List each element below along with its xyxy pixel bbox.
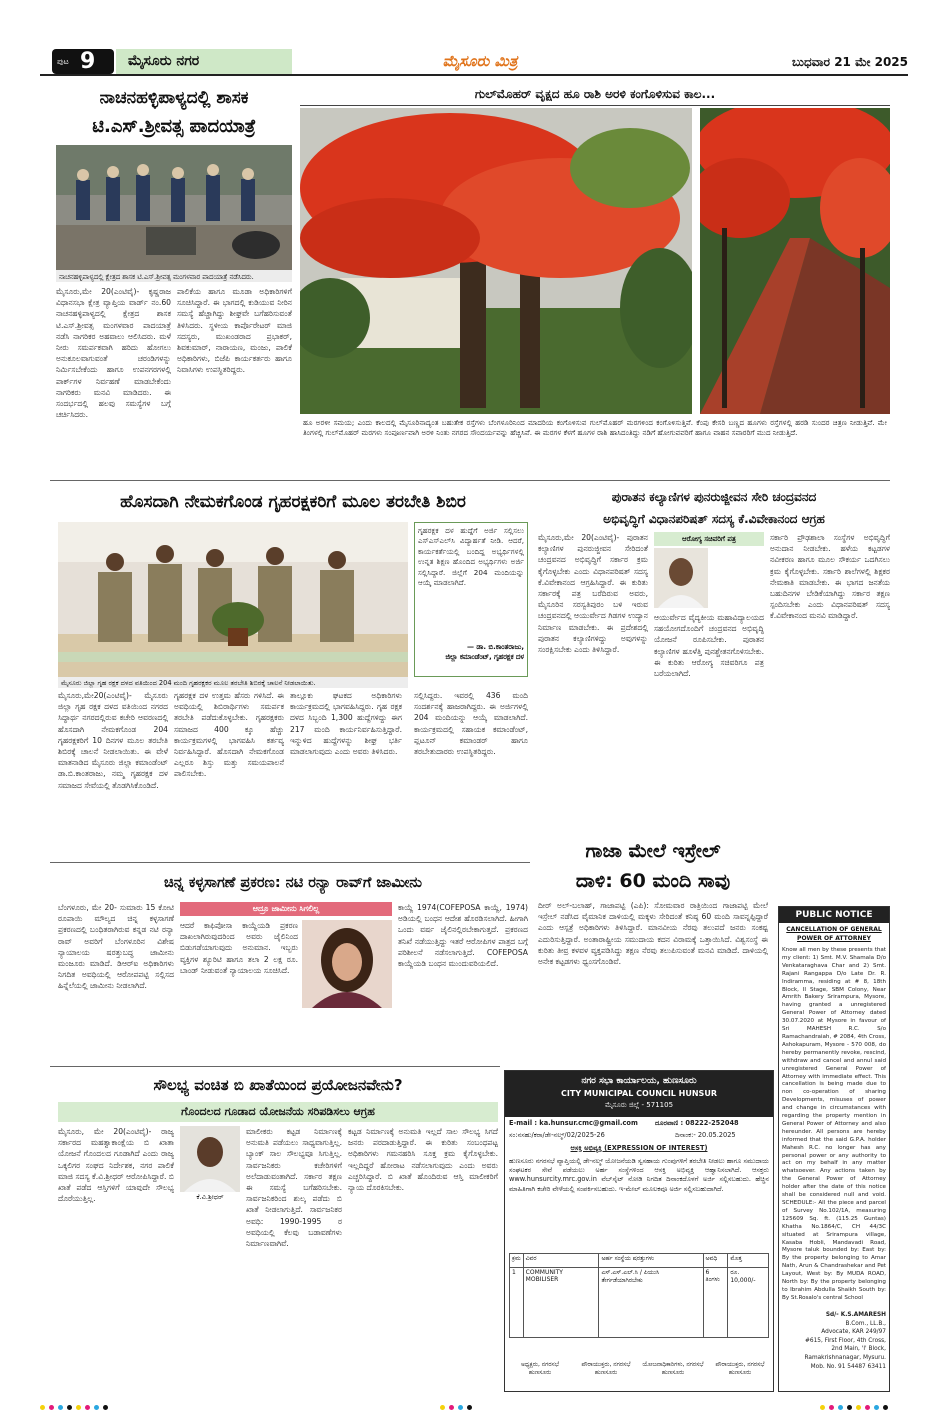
table-header-cell: ಅರ್ಹ ಸಂಸ್ಥೆಯ ಷರತ್ತುಗಳು — [599, 1254, 703, 1268]
feature-header — [300, 82, 890, 106]
ad-hunsur-header — [505, 1071, 773, 1117]
public-notice-signature — [782, 1311, 886, 1389]
story5-portrait — [302, 920, 392, 1008]
issue-date: ಬುಧವಾರ 21 ಮೇ 2025 — [792, 55, 908, 69]
public-notice-sign-address-3: Ramakrishnanagar, Mysuru. — [804, 1354, 886, 1361]
ad-hunsur-sign-4: ಪೌರಾಯುಕ್ತರು, ನಗರಸಭೆ ಹುಣಸೂರು — [715, 1361, 765, 1376]
story6-portrait-caption: ಕೆ.ವಿ.ಶ್ರೀಧರ್ — [196, 1193, 224, 1201]
public-notice-sign-mobile: Mob. No. 91 54487 63411 — [810, 1363, 886, 1370]
ad-hunsur-email: E-mail : ka.hunsur.cmc@gmail.com — [509, 1119, 638, 1127]
ad-hunsur-phone: ದೂರವಾಣಿ : 08222-252048 — [655, 1119, 739, 1127]
story2-photo-caption: ಮೈಸೂರು ಜಿಲ್ಲಾ ಗೃಹ ರಕ್ಷಕ ದಳದ ವತಿಯಿಂದ 204 ಮಂದಿ ಗೃಹರಕ್ಷಕರ ಮೂಲ ತರಬೇತಿ ಶಿಬಿರಕ್ಕೆ ಚಾಲನೆ ನೀಡಲಾಯಿತು. — [58, 677, 408, 688]
story1-photo — [56, 145, 292, 270]
story1-photo-caption: ನಾಚನಹಳ್ಳಿಪಾಳ್ಯದಲ್ಲಿ ಕ್ಷೇತ್ರದ ಶಾಸಕ ಟಿ.ಎಸ್.ಶ್ರೀವತ್ಸ ಮಂಗಳವಾರ ಪಾದಯಾತ್ರೆ ನಡೆಸಿದರು. — [56, 270, 292, 282]
table-cell: 6 ತಿಂಗಳು — [703, 1268, 728, 1338]
public-notice-sign-role: Advocate, KAR 249/97 — [821, 1329, 886, 1336]
paper-logo: ಮೈಸೂರು ಮಿತ್ರ — [442, 52, 518, 70]
story3-headline-line1: ಪುರಾತನ ಕಲ್ಯಾಣಿಗಳ ಪುನರುಜ್ಜೀವನ ಸೇರಿ ಚಂದ್ರವನದ — [611, 490, 817, 504]
story4-headline-line1: ಗಾಜಾ ಮೇಲೆ ಇಸ್ರೇಲ್ — [585, 840, 721, 862]
registration-marks-center — [440, 1405, 472, 1410]
story6-column-1: ಮೈಸೂರು, ಮೇ 20(ಎಂಟಿವೈ)- ರಾಜ್ಯ ಸರ್ಕಾರದ ಮಹತ್ವಾಕಾಂಕ್ಷೆಯ ಬಿ ಖಾತಾ ಯೋಜನೆ ಗೊಂದಲದ ಗೂಡಾಗಿದೆ ಎಂದು ರಾಜ್ಯ ಒಕ್ಕಲಿಗರ ಸಂಘದ ನಿರ್ದೇಶಕ, ನಗರ ಪಾಲಿಕೆ ಮಾಜಿ ಸದಸ್ಯ ಕೆ.ವಿ.ಶ್ರೀಧರ್ ಆರೋಪಿಸಿದ್ದಾರೆ. ಬಿ ಖಾತೆ ಪಡೆದ ಆಸ್ತಿಗಳಿಗೆ ಯಾವುದೇ ಸೌಲಭ್ಯ ದೊರೆಯುತ್ತಿಲ್ಲ. — [58, 1127, 174, 1204]
ad-hunsur-sign-2: ಪೌರಾಯುಕ್ತರು, ನಗರಸಭೆ ಹುಣಸೂರು — [581, 1361, 631, 1376]
table-header-cell: ಅವಧಿ — [703, 1254, 728, 1268]
page-label: ಪುಟ — [57, 57, 69, 66]
ad-hunsur — [504, 1070, 774, 1392]
public-notice-body: Know all men by these presents that my client: 1) Smt. M.V. Shamala D/o Venkataraghava Char and 2) Smt. Rajani Rangappa D/o Late Dr. R. Indiramma, residing at # 8, 18th Block, II Stage, SBM Colony, Near Amrith Bakery Srirampura, Mysore, having granted a unregistered General Power of Attorney dated 30.07.2020 at Mysore in favour of Sri MAHESH R.C. S/o Ramachandraiah, # 2084, 4th Cross, Ashokapuram, Mysore - 570 008, do hereby permanently revoke, rescind, withdraw and cancel and annul said unregistered General Power of Attorney with immediate effect. This cancellation is being made due to non co-operation of sharing Developments, misuses of power and change in circumstances with regarding the property mention in General Power of Attorney and also hereunder. All persons are hereby informed that the said G.P.A. holder Mahesh R.C. no longer has any personal power or any authority to act on my behalf in any matter whatsoever. Any actions taken by the General Power of Attorney holder after the date of this notice shall be considered null and void. SCHEDULE:- All the piece and parcel of Survey No.102/1A, measuring 125609 Sq. ft. (115.25 Guntas) Khatha No.1864/C, CH 44/3C situated at Srirampura village, Kasaba Hobli, Mandavadi Road, Mysore taluk bounded by: East by: By the property belonging to Amar Nath, Arun & Chandrashekar and Pet Layout, West by: By MUDA ROAD, North by: By the property belonging to Ibrahim Abdulla Shaikh South by: By St.Rosalo's central School — [782, 947, 886, 1301]
ad-hunsur-sign-3: ಯೋಜನಾಧಿಕಾರಿಗಳು, ನಗರಸಭೆ ಹುಣಸೂರು — [642, 1361, 704, 1376]
table-header-row — [510, 1254, 769, 1268]
ad-hunsur-district: ಮೈಸೂರು ಜಿಲ್ಲೆ - 571105 — [604, 1101, 674, 1109]
story6-subhead: ಗೊಂದಲದ ಗೂಡಾದ ಯೋಜನೆಯ ಸರಿಪಡಿಸಲು ಆಗ್ರಹ — [58, 1102, 498, 1122]
story5-headline: ಚಿನ್ನ ಕಳ್ಳಸಾಗಣೆ ಪ್ರಕರಣ: ನಟಿ ರನ್ಯಾ ರಾವ್‌ಗೆ ಜಾಮೀನು — [164, 875, 422, 891]
feature-headline: ಗುಲ್‌ಮೊಹರ್ ವೃಕ್ಷದ ಹೂ ರಾಶಿ ಅರಳಿ ಕಂಗೊಳಿಸುವ ಕಾಲ... — [474, 87, 716, 101]
ad-hunsur-eoi: ಆಸಕ್ತಿ ಅಭಿವ್ಯಕ್ತಿ (EXPRESSION OF INTEREST) — [570, 1144, 708, 1152]
page-number-badge — [52, 49, 114, 74]
section-name: ಮೈಸೂರು ನಗರ — [116, 49, 292, 74]
ad-hunsur-title-kn: ನಗರ ಸಭಾ ಕಾರ್ಯಾಲಯ, ಹುಣಸೂರು — [581, 1076, 697, 1086]
table-cell: ಎಸ್.ಎಸ್.ಎಲ್.ಸಿ / ಪಿಯುಸಿ ತೇರ್ಗಡೆಯಾಗಿರಬೇಕು — [599, 1268, 703, 1338]
story2-photo — [58, 522, 408, 677]
public-notice-sign-address-1: #615, First Floor, 4th Cross, — [805, 1337, 886, 1344]
public-notice-subtitle: CANCELLATION OF GENERAL POWER OF ATTORNEY — [786, 926, 882, 942]
story4-body: ದೀರ್ ಅಲ್-ಬಲಾಹ್, ಗಾಜಾಪಟ್ಟಿ (ಎಪಿ): ಸೋಮವಾರ ರಾತ್ರಿಯಿಂದ ಗಾಜಾಪಟ್ಟಿ ಮೇಲೆ ಇಸ್ರೇಲ್ ನಡೆಸಿದ ವೈಮಾನಿಕ ದಾಳಿಯಲ್ಲಿ ಮಕ್ಕಳು ಸೇರಿದಂತೆ ಕನಿಷ್ಠ 60 ಮಂದಿ ಸಾವನ್ನಪ್ಪಿದ್ದಾರೆ ಎಂದು ಆಸ್ಪತ್ರೆ ಅಧಿಕಾರಿಗಳು ತಿಳಿಸಿದ್ದಾರೆ. ಮಾನವೀಯ ನೆರವು ತಲುಪದೆ ಜನರು ಸಂಕಷ್ಟ ಎದುರಿಸುತ್ತಿದ್ದಾರೆ. ಅಂತಾರಾಷ್ಟ್ರೀಯ ಸಮುದಾಯ ಕದನ ವಿರಾಮಕ್ಕೆ ಒತ್ತಾಯಿಸಿದೆ. ವಿಶ್ವಸಂಸ್ಥೆ ಈ ಕುರಿತು ತೀವ್ರ ಕಳವಳ ವ್ಯಕ್ತಪಡಿಸಿದ್ದು ತಕ್ಷಣ ನೆರವು ತಲುಪಿಸುವಂತೆ ಮನವಿ ಮಾಡಿದೆ. ದಾಳಿಯಲ್ಲಿ ಅನೇಕ ಕಟ್ಟಡಗಳು ಧ್ವಂಸಗೊಂಡಿವೆ. — [538, 901, 768, 967]
story2-column-1: ಮೈಸೂರು,ಮೇ20(ಎಂಟಿವೈ)- ಮೈಸೂರು ಜಿಲ್ಲಾ ಗೃಹ ರಕ್ಷಕ ದಳದ ವತಿಯಿಂದ ನಗರದ ಸಿದ್ಧಾರ್ಥ ನಗರದಲ್ಲಿರುವ ಕಚೇರಿ ಆವರಣದಲ್ಲಿ ಹೊಸದಾಗಿ ನೇಮಕಗೊಂಡ 204 ಗೃಹರಕ್ಷಕರಿಗೆ 10 ದಿನಗಳ ಮೂಲ ತರಬೇತಿ ಶಿಬಿರಕ್ಕೆ ಚಾಲನೆ ನೀಡಲಾಯಿತು. ಈ ವೇಳೆ ಮಾತನಾಡಿದ ಮೈಸೂರು ಜಿಲ್ಲಾ ಕಮಾಂಡೆಂಟ್ ಡಾ.ಬಿ.ಕಾಂತರಾಜು, ನಮ್ಮ ಗೃಹರಕ್ಷಕ ದಳ ಸಮಾಜದ ಸೇವೆಯಲ್ಲಿ ತೊಡಗಿಸಿಕೊಂಡಿದೆ. — [58, 691, 168, 790]
feature-caption: ಹೂ ಅರಳೀ ಸಮಯ; ಎಂದು ಕಾಲದಲ್ಲಿ ಮೈಸೂರಿನಾದ್ಯಂತ ಬಹುತೇಕ ರಸ್ತೆಗಳು ಬೆಂಗಳೂರಿನಿಂದ ಮಾದರಿಯ ಕಂಗೊಳಿಸುವ ಗುಲ್‌ಮೊಹರ್ ಮರಗಳಿಂದ ಕಂಗೊಳಿಸುತ್ತಿವೆ. ಕೆಂಪು ಕೇಸರಿ ಬಣ್ಣದ ಹೂಗಳು ರಸ್ತೆಗಳಲ್ಲಿ ಹರಡಿ ಸುಂದರ ಚಿತ್ರಣ ನೀಡುತ್ತಿವೆ. ಮೇ ತಿಂಗಳಲ್ಲಿ ಗುಲ್‌ಮೊಹರ್ ಮರಗಳು ಸಂಪೂರ್ಣವಾಗಿ ಅರಳಿ ನಿಂತು ನಗರದ ಸೌಂದರ್ಯವನ್ನು ಹೆಚ್ಚಿಸಿವೆ. ಈ ಮರಗಳ ಕೆಳಗೆ ಹೂಗಳ ರಾಶಿ ಹಾಸಿದಂತಿದ್ದು ನಡಿಗೆ ಹೋಗುವವರಿಗೆ ಹಾಗೂ ವಾಹನ ಸವಾರರಿಗೆ ಮುದ ನೀಡುತ್ತಿದೆ. — [300, 416, 890, 476]
table-row — [510, 1268, 769, 1338]
story6-column-3: ಕಟ್ಟಡ ನಿರ್ಮಾಣಕ್ಕೆ ಅನುಮತಿ ಇಲ್ಲದೆ ಸಾಲ ಸೌಲಭ್ಯ ಸಿಗದೆ ಜನರು ಪರದಾಡುತ್ತಿದ್ದಾರೆ. ಈ ಕುರಿತು ಸಂಬಂಧಪಟ್ಟ ಅಧಿಕಾರಿಗಳು ಗಮನಹರಿಸಿ ಸೂಕ್ತ ಕ್ರಮ ಕೈಗೊಳ್ಳಬೇಕು. ಇಲ್ಲದಿದ್ದರೆ ಹೋರಾಟ ನಡೆಸಲಾಗುವುದು ಎಂದು ಅವರು ಎಚ್ಚರಿಸಿದ್ದಾರೆ. ಬಿ ಖಾತೆ ಹೊಂದಿರುವ ಆಸ್ತಿ ಮಾಲೀಕರಿಗೆ ನ್ಯಾಯ ದೊರಕಿಸಬೇಕು. — [348, 1127, 498, 1193]
story1-column-2: ಪಾಲಿಕೆಯ ಹಾಗೂ ಮೂಡಾ ಅಧಿಕಾರಿಗಳಿಗೆ ಸೂಚಿಸಿದ್ದಾರೆ. ಈ ಭಾಗದಲ್ಲಿ ಕುಡಿಯುವ ನೀರಿನ ಸಮಸ್ಯೆ ಹೆಚ್ಚಾಗಿದ್ದು ಶೀಘ್ರವೇ ಬಗೆಹರಿಸುವಂತೆ ತಿಳಿಸಿದರು. ಸ್ಥಳೀಯ ಕಾರ್ಪೊರೇಟರ್ ಮಾಜಿ ಸದಸ್ಯರು, ಮುಖಂಡರಾದ ಪ್ರಭಾಕರ್, ಶಿವಕುಮಾರ್, ನಾರಾಯಣ, ಮಂಜು, ಪಾಲಿಕೆ ಅಧಿಕಾರಿಗಳು, ಬಿಜೆಪಿ ಕಾರ್ಯಕರ್ತರು ಹಾಗೂ ನಿವಾಸಿಗಳು ಉಪಸ್ಥಿತರಿದ್ದರು. — [177, 287, 292, 375]
registration-marks-right — [820, 1405, 888, 1410]
divider — [50, 480, 890, 481]
story2-column-2: ಗೃಹರಕ್ಷಕ ದಳ ಉತ್ತಮ ಹೆಸರು ಗಳಿಸಿದೆ. ಈ ಅವಧಿಯಲ್ಲಿ ಶಿಬಿರಾರ್ಥಿಗಳು ಸಮರ್ಪಕ ತರಬೇತಿ ಪಡೆದುಕೊಳ್ಳಬೇಕು. ಗೃಹರಕ್ಷಕರು ಸಮಾಜದ 400 ಕ್ಕೂ ಹೆಚ್ಚು ಕಾರ್ಯಕ್ರಮಗಳಲ್ಲಿ ಭಾಗವಹಿಸಿ ಕರ್ತವ್ಯ ನಿರ್ವಹಿಸಿದ್ದಾರೆ. ಹೊಸದಾಗಿ ನೇಮಕಗೊಂಡ ಎಲ್ಲರೂ ಶಿಸ್ತು ಮತ್ತು ಸಮಯಪಾಲನೆ ಪಾಲಿಸಬೇಕು. — [174, 691, 284, 779]
ad-hunsur-ref-date: ದಿನಾಂಕ:- 20.05.2025 — [675, 1131, 736, 1139]
story6-portrait — [180, 1126, 240, 1192]
story2-column-4: ಸಲ್ಲಿಸಿದ್ದರು. ಇವರಲ್ಲಿ 436 ಮಂದಿ ಸಂದರ್ಶನಕ್ಕೆ ಹಾಜರಾಗಿದ್ದರು. ಈ ಅರ್ಜಿಗಳಲ್ಲಿ 204 ಮಂದಿಯನ್ನು ಆಯ್ಕೆ ಮಾಡಲಾಗಿದೆ. ಕಾರ್ಯಕ್ರಮದಲ್ಲಿ ಸಹಾಯಕ ಕಮಾಂಡೆಂಟ್, ಪ್ಲಟೂನ್ ಕಮಾಂಡರ್ ಹಾಗೂ ತರಬೇತುದಾರರು ಉಪಸ್ಥಿತರಿದ್ದರು. — [414, 691, 528, 757]
ad-hunsur-table — [509, 1253, 769, 1351]
story5-column-2: ಆದರೆ ಕಾಫಿಪೋಸಾ ಕಾಯ್ದೆಯಡಿ ಪ್ರಕರಣ ದಾಖಲಾಗಿರುವುದರಿಂದ ಅವರು ಜೈಲಿನಿಂದ ಬಿಡುಗಡೆಯಾಗುವುದು ಅನುಮಾನ. ಇಬ್ಬರು ವ್ಯಕ್ತಿಗಳ ಶ್ಯೂರಿಟಿ ಹಾಗೂ ತಲಾ 2 ಲಕ್ಷ ರೂ. ಬಾಂಡ್ ನೀಡುವಂತೆ ನ್ಯಾಯಾಲಯ ಸೂಚಿಸಿದೆ. — [180, 921, 298, 975]
divider — [50, 1066, 500, 1067]
story3-headline-line2: ಅಭಿವೃದ್ಧಿಗೆ ವಿಧಾನಪರಿಷತ್ ಸದಸ್ಯ ಕೆ.ವಿವೇಕಾನಂದ ಆಗ್ರಹ — [603, 512, 825, 526]
public-notice-sign-degree: B.Com., LL.B., — [845, 1320, 886, 1327]
public-notice — [778, 906, 890, 1392]
story2-quote-box — [414, 522, 528, 677]
divider — [50, 862, 530, 863]
story3-column-3: ಸರ್ಕಾರಿ ಪ್ರೌಢಶಾಲಾ ಸಂಸ್ಥೆಗಳ ಅಭಿವೃದ್ಧಿಗೆ ಅನುದಾನ ನೀಡಬೇಕು. ಹಳೆಯ ಕಟ್ಟಡಗಳ ನವೀಕರಣ ಹಾಗೂ ಮೂಲ ಸೌಕರ್ಯ ಒದಗಿಸಲು ಕ್ರಮ ಕೈಗೊಳ್ಳಬೇಕು. ಸರ್ಕಾರಿ ಶಾಲೆಗಳಲ್ಲಿ ಶಿಕ್ಷಕರ ನೇಮಕಾತಿ ಮಾಡಬೇಕು. ಈ ಭಾಗದ ಜನತೆಯ ಬಹುದಿನಗಳ ಬೇಡಿಕೆಯಾಗಿದ್ದು ಸರ್ಕಾರ ತಕ್ಷಣ ಸ್ಪಂದಿಸಬೇಕು ಎಂದು ವಿಧಾನಪರಿಷತ್ ಸದಸ್ಯ ಕೆ.ವಿವೇಕಾನಂದ ಮನವಿ ಮಾಡಿದ್ದಾರೆ. — [770, 533, 890, 621]
story2-column-3: ತಾಲ್ಲೂಕು ಘಟಕದ ಅಧಿಕಾರಿಗಳು ಕಾರ್ಯಕ್ರಮದಲ್ಲಿ ಭಾಗವಹಿಸಿದ್ದರು. ಗೃಹ ರಕ್ಷಕ ದಳದ ಸಿಬ್ಬಂದಿ 1,300 ಹುದ್ದೆಗಳಿದ್ದು ಈಗ 217 ಮಂದಿ ಕಾರ್ಯನಿರ್ವಹಿಸುತ್ತಿದ್ದಾರೆ. ಇನ್ನುಳಿದ ಹುದ್ದೆಗಳನ್ನು ಶೀಘ್ರ ಭರ್ತಿ ಮಾಡಲಾಗುವುದು ಎಂದು ಅವರು ತಿಳಿಸಿದರು. — [290, 691, 402, 757]
public-notice-sign-name: Sd/- K.S.AMARESH — [825, 1312, 886, 1318]
table-header-cell: ವಿವರ — [523, 1254, 599, 1268]
ad-hunsur-title-en: CITY MUNICIPAL COUNCIL HUNSUR — [561, 1089, 717, 1098]
story6-column-2: ಮಾಲೀಕರು ಕಟ್ಟಡ ನಿರ್ಮಾಣಕ್ಕೆ ಅನುಮತಿ ಪಡೆಯಲು ಸಾಧ್ಯವಾಗುತ್ತಿಲ್ಲ. ಬ್ಯಾಂಕ್ ಸಾಲ ಸೌಲಭ್ಯವೂ ಸಿಗುತ್ತಿಲ್ಲ. ಸಾರ್ವಜನಿಕರು ಕಚೇರಿಗಳಿಗೆ ಅಲೆದಾಡುವಂತಾಗಿದೆ. ಸರ್ಕಾರ ತಕ್ಷಣ ಈ ಸಮಸ್ಯೆ ಬಗೆಹರಿಸಬೇಕು. ಸಾರ್ವಜನಿಕರಿಂದ ಶುಲ್ಕ ಪಡೆದು ಬಿ ಖಾತೆ ನೀಡಲಾಗುತ್ತಿದೆ. ಸಾರ್ವಜನಿಕರ ಅವಧಿ: 1990-1995 ರ ಅವಧಿಯಲ್ಲಿ ಕೆಲವು ಬಡಾವಣೆಗಳು ನಿರ್ಮಾಣವಾಗಿವೆ. — [246, 1127, 342, 1249]
table-cell: COMMUNITY MOBILISER — [523, 1268, 599, 1338]
ad-hunsur-sign-1: ಅಧ್ಯಕ್ಷರು, ನಗರಸಭೆ ಹುಣಸೂರು — [520, 1361, 560, 1376]
story1-headline-line1: ನಾಚನಹಳ್ಳಿಪಾಳ್ಯದಲ್ಲಿ ಶಾಸಕ — [99, 88, 249, 108]
story2-quote-author: — ಡಾ. ಬಿ.ಕಾಂತರಾಜು, — [466, 643, 524, 651]
story5-column-1: ಬೆಂಗಳೂರು, ಮೇ 20- ಸುಮಾರು 15 ಕೋಟಿ ರೂಪಾಯಿ ಮೌಲ್ಯದ ಚಿನ್ನ ಕಳ್ಳಸಾಗಣೆ ಪ್ರಕರಣದಲ್ಲಿ ಬಂಧಿತರಾಗಿರುವ ಕನ್ನಡ ನಟಿ ರನ್ಯಾ ರಾವ್ ಅವರಿಗೆ ಬೆಂಗಳೂರಿನ ವಿಶೇಷ ನ್ಯಾಯಾಲಯ ಷರತ್ತುಬದ್ಧ ಜಾಮೀನು ಮಂಜೂರು ಮಾಡಿದೆ. ಡಿಆರ್‌ಐ ಅಧಿಕಾರಿಗಳು ನಿಗದಿತ ಅವಧಿಯಲ್ಲಿ ಆರೋಪಪಟ್ಟಿ ಸಲ್ಲಿಸದ ಹಿನ್ನೆಲೆಯಲ್ಲಿ ಜಾಮೀನು ನೀಡಲಾಗಿದೆ. — [58, 903, 174, 991]
story5-column-3: ಕಾಯ್ದೆ 1974(COFEPOSA ಕಾಯ್ದೆ, 1974) ಅಡಿಯಲ್ಲಿ ಬಂಧನ ಆದೇಶ ಹೊರಡಿಸಲಾಗಿದೆ. ಹೀಗಾಗಿ ಒಂದು ವರ್ಷ ಜೈಲಿನಲ್ಲಿರಬೇಕಾಗುತ್ತದೆ. ಪ್ರಕರಣದ ತನಿಖೆ ನಡೆಯುತ್ತಿದ್ದು ಇತರೆ ಆರೋಪಿಗಳ ಪಾತ್ರದ ಬಗ್ಗೆ ಪರಿಶೀಲನೆ ನಡೆಸಲಾಗುತ್ತಿದೆ. COFEPOSA ಕಾಯ್ದೆಯಡಿ ಬಂಧನ ಮುಂದುವರಿಯಲಿದೆ. — [398, 903, 528, 969]
table-header-cell: ಮೊತ್ತ — [728, 1254, 769, 1268]
story1-column-1: ಮೈಸೂರು,ಮೇ 20(ಎಂಟಿವೈ)- ಕೃಷ್ಣರಾಜ ವಿಧಾನಸಭಾ ಕ್ಷೇತ್ರ ವ್ಯಾಪ್ತಿಯ ವಾರ್ಡ್ ನಂ.60 ನಾಚನಹಳ್ಳಿಪಾಳ್ಯದಲ್ಲಿ ಕ್ಷೇತ್ರದ ಶಾಸಕ ಟಿ.ಎಸ್.ಶ್ರೀವತ್ಸ ಮಂಗಳವಾರ ಪಾದಯಾತ್ರೆ ನಡೆಸಿ ನಾಗರಿಕರ ಅಹವಾಲು ಆಲಿಸಿದರು. ಮಳೆ ನೀರು ಸಮರ್ಪಕವಾಗಿ ಹರಿದು ಹೋಗಲು ಅನುಕೂಲವಾಗುವಂತೆ ಚರಂಡಿಗಳನ್ನು ನಿರ್ಮಿಸಬೇಕೆಂದು ಹಾಗೂ ಉಪನಗರಗಳಲ್ಲಿ ಪಾರ್ಕ್‌ಗಳ ನಿರ್ವಹಣೆ ಮಾಡಬೇಕೆಂದು ನಾಗರಿಕರು ಮನವಿ ಮಾಡಿದರು. ಈ ಸಂದರ್ಭದಲ್ಲಿ ಹಲವು ಸಮಸ್ಯೆಗಳ ಬಗ್ಗೆ ಚರ್ಚಿಸಿದರು. — [56, 287, 171, 420]
story2-quote-role: ಜಿಲ್ಲಾ ಕಮಾಂಡೆಂಟ್, ಗೃಹರಕ್ಷಕ ದಳ — [445, 653, 524, 661]
story3-portrait — [654, 548, 708, 608]
feature-photo-tree — [300, 108, 692, 414]
public-notice-title: PUBLIC NOTICE — [779, 907, 889, 923]
ad-hunsur-body: ಹುಣಸೂರು ನಗರಸಭೆ ವ್ಯಾಪ್ತಿಯಲ್ಲಿ ಡೇ-ನಲ್ಮ್ ಯೋಜನೆಯಡಿ ಸ್ವಸಹಾಯ ಗುಂಪುಗಳಿಗೆ ತರಬೇತಿ ನೀಡಲು ಹಾಗೂ ಸಮುದಾಯ ಸಂಘಟಕರ ಸೇವೆ ಪಡೆಯಲು ಅರ್ಹ ಸಂಸ್ಥೆಗಳಿಂದ ಆಸಕ್ತಿ ಅಭಿವ್ಯಕ್ತಿ ಆಹ್ವಾನಿಸಲಾಗಿದೆ. ಆಸಕ್ತರು www.hunsurcity.mrc.gov.in ವೆಬ್‌ಸೈಟ್ ನೋಡಿ ನಿಗದಿತ ದಿನಾಂಕದೊಳಗೆ ಅರ್ಜಿ ಸಲ್ಲಿಸಬಹುದು. ಹೆಚ್ಚಿನ ಮಾಹಿತಿಗಾಗಿ ಕಚೇರಿ ವೇಳೆಯಲ್ಲಿ ಸಂಪರ್ಕಿಸಬಹುದು. ಇ-ಮೇಲ್ ಮೂಲಕವೂ ಅರ್ಜಿ ಸಲ್ಲಿಸಬಹುದಾಗಿದೆ. — [509, 1157, 769, 1193]
story3-column-2: ಆಯುರ್ವೇದ ವೈದ್ಯಕೀಯ ಮಹಾವಿದ್ಯಾಲಯದ ಸಹಯೋಗದೊಂದಿಗೆ ಚಂದ್ರವನದ ಅಭಿವೃದ್ಧಿ ಯೋಜನೆ ರೂಪಿಸಬೇಕು. ಪುರಾತನ ಕಲ್ಯಾಣಿಗಳ ಹೂಳೆತ್ತಿ ಪುನಶ್ಚೇತನಗೊಳಿಸಬೇಕು. ಈ ಕುರಿತು ಆರೋಗ್ಯ ಸಚಿವರಿಗೂ ಪತ್ರ ಬರೆಯಲಾಗಿದೆ. — [654, 613, 764, 679]
table-cell: ರೂ. 10,000/- — [728, 1268, 769, 1338]
story2-headline: ಹೊಸದಾಗಿ ನೇಮಕಗೊಂಡ ಗೃಹರಕ್ಷಕರಿಗೆ ಮೂಲ ತರಬೇತಿ ಶಿಬಿರ — [120, 492, 466, 512]
story3-tag: ಆರೋಗ್ಯ ಸಚಿವರಿಗೆ ಪತ್ರ — [654, 532, 764, 546]
feature-photo-road — [700, 108, 890, 414]
public-notice-sign-address-2: 2nd Main, 'I' Block, — [831, 1346, 886, 1353]
story3-column-1: ಮೈಸೂರು,ಮೇ 20(ಎಂಟಿವೈ)- ಪುರಾತನ ಕಲ್ಯಾಣಿಗಳ ಪುನರುಜ್ಜೀವನ ಸೇರಿದಂತೆ ಚಂದ್ರವನದ ಅಭಿವೃದ್ಧಿಗೆ ಸರ್ಕಾರ ಕ್ರಮ ಕೈಗೊಳ್ಳಬೇಕು ಎಂದು ವಿಧಾನಪರಿಷತ್ ಸದಸ್ಯ ಕೆ.ವಿವೇಕಾನಂದ ಆಗ್ರಹಿಸಿದ್ದಾರೆ. ಈ ಕುರಿತು ಸರ್ಕಾರಕ್ಕೆ ಪತ್ರ ಬರೆದಿರುವ ಅವರು, ಮೈಸೂರಿನ ಸರಸ್ವತಿಪುರಂ ಬಳಿ ಇರುವ ಚಂದ್ರವನದಲ್ಲಿ ಆಯುರ್ವೇದ ಗಿಡಗಳ ಉದ್ಯಾನ ನಿರ್ಮಾಣ ಮಾಡಬೇಕು. ಈ ಪ್ರದೇಶದಲ್ಲಿ ಪುರಾತನ ಕಲ್ಯಾಣಿಗಳಿದ್ದು ಅವುಗಳನ್ನು ಸಂರಕ್ಷಿಸಬೇಕು ಎಂದು ತಿಳಿಸಿದ್ದಾರೆ. — [538, 533, 648, 655]
ad-hunsur-ref: ಸಂ:ನಸಹು/ಕರಾ/ಡೇ-ನಲ್ಮ್/02/2025-26 — [509, 1131, 605, 1139]
story1-headline-line2: ಟಿ.ಎಸ್.ಶ್ರೀವತ್ಸ ಪಾದಯಾತ್ರೆ — [92, 116, 256, 137]
table-cell: 1 — [510, 1268, 524, 1338]
registration-marks-left — [40, 1405, 108, 1410]
page-number: 9 — [80, 49, 96, 74]
story4-headline-line2: ದಾಳಿ: 60 ಮಂದಿ ಸಾವು — [575, 870, 731, 892]
table-header-cell: ಕ್ರಮ — [510, 1254, 524, 1268]
story5-kicker: ಆದ್ರೂ ಜಾಮೀನು ಸಿಗಲಿಲ್ಲ — [180, 902, 392, 916]
story6-headline: ಸೌಲಭ್ಯ ವಂಚಿತ ಬಿ ಖಾತೆಯಿಂದ ಪ್ರಯೋಜನವೇನು? — [153, 1076, 403, 1094]
story2-quote: ಗೃಹರಕ್ಷಕ ದಳ ಹುದ್ದೆಗೆ ಅರ್ಜಿ ಸಲ್ಲಿಸಲು ಎಸ್‌ಎಸ್‌ಎಲ್‌ಸಿ ವಿದ್ಯಾರ್ಹತೆ ನೀಡಿ. ಆದರೆ, ಕಾರ್ಯಕರ್ತೆಯಲ್ಲಿ ಬಂದಿದ್ದ ಅಭ್ಯರ್ಥಿಗಳಲ್ಲಿ ಉನ್ನತ ಶಿಕ್ಷಣ ಹೊಂದಿದ ಅಭ್ಯರ್ಥಿಗಳು ಅರ್ಜಿ ಸಲ್ಲಿಸಿದ್ದಾರೆ. ಜಿಲ್ಲೆಗೆ 204 ಮಂದಿಯನ್ನು ಆಯ್ಕೆ ಮಾಡಲಾಗಿದೆ. — [418, 526, 524, 588]
